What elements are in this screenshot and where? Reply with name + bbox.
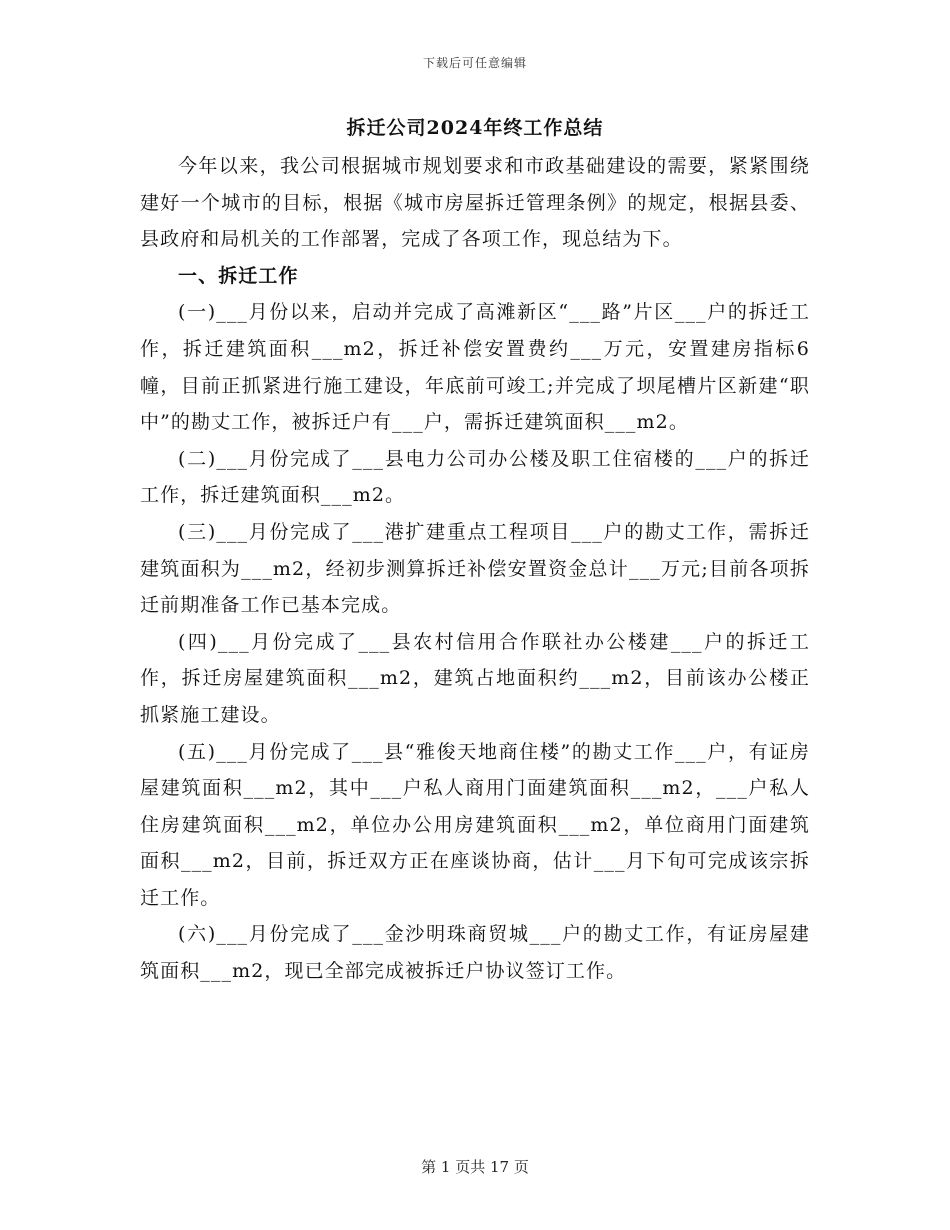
item-paragraph-1: (一)___月份以来，启动并完成了高滩新区“___路”片区___户的拆迁工作，拆迁建筑面积___m2，拆迁补偿安置费约___万元，安置建房指标6幢，目前正抓紧进行施工建设，年底前可竣工;并完成了坝尾槽片区新建“职中”的勘丈工作，被拆迁户有___户，需拆迁建筑面积___m2。 (140, 301, 810, 434)
item-paragraph-4: (四)___月份完成了___县农村信用合作联社办公楼建___户的拆迁工作，拆迁房屋建筑面积___m2，建筑占地面积约___m2，目前该办公楼正抓紧施工建设。 (140, 630, 810, 726)
item-paragraph-2: (二)___月份完成了___县电力公司办公楼及职工住宿楼的___户的拆迁工作，拆迁建筑面积___m2。 (140, 447, 810, 507)
item-paragraph-5: (五)___月份完成了___县“雅俊天地商住楼”的勘丈工作___户，有证房屋建筑面积___m2，其中___户私人商用门面建筑面积___m2，___户私人住房建筑面积___m2，单位办公用房建筑面积___m2，单位商用门面建筑面积___m2，目前，拆迁双方正在座谈协商，估计___月下旬可完成该宗拆迁工作。 (140, 740, 810, 909)
intro-paragraph: 今年以来，我公司根据城市规划要求和市政基础建设的需要，紧紧围绕建好一个城市的目标，根据《城市房屋拆迁管理条例》的规定，根据县委、县政府和局机关的工作部署，完成了各项工作，现总结为下。 (140, 155, 810, 251)
document-body (140, 108, 810, 990)
item-paragraph-3: (三)___月份完成了___港扩建重点工程项目___户的勘丈工作，需拆迁建筑面积为___m2，经初步测算拆迁补偿安置资金总计___万元;目前各项拆迁前期准备工作已基本完成。 (140, 520, 810, 617)
document-title: 拆迁公司2024年终工作总结 (346, 117, 604, 139)
section-heading-demolition: 一、拆迁工作 (178, 264, 299, 287)
item-paragraph-6: (六)___月份完成了___金沙明珠商贸城___户的勘丈工作，有证房屋建筑面积___m2，现已全部完成被拆迁户协议签订工作。 (140, 923, 810, 983)
page-number: 第 1 页共 17 页 (421, 1158, 529, 1176)
header-note: 下载后可任意编辑 (422, 56, 527, 70)
